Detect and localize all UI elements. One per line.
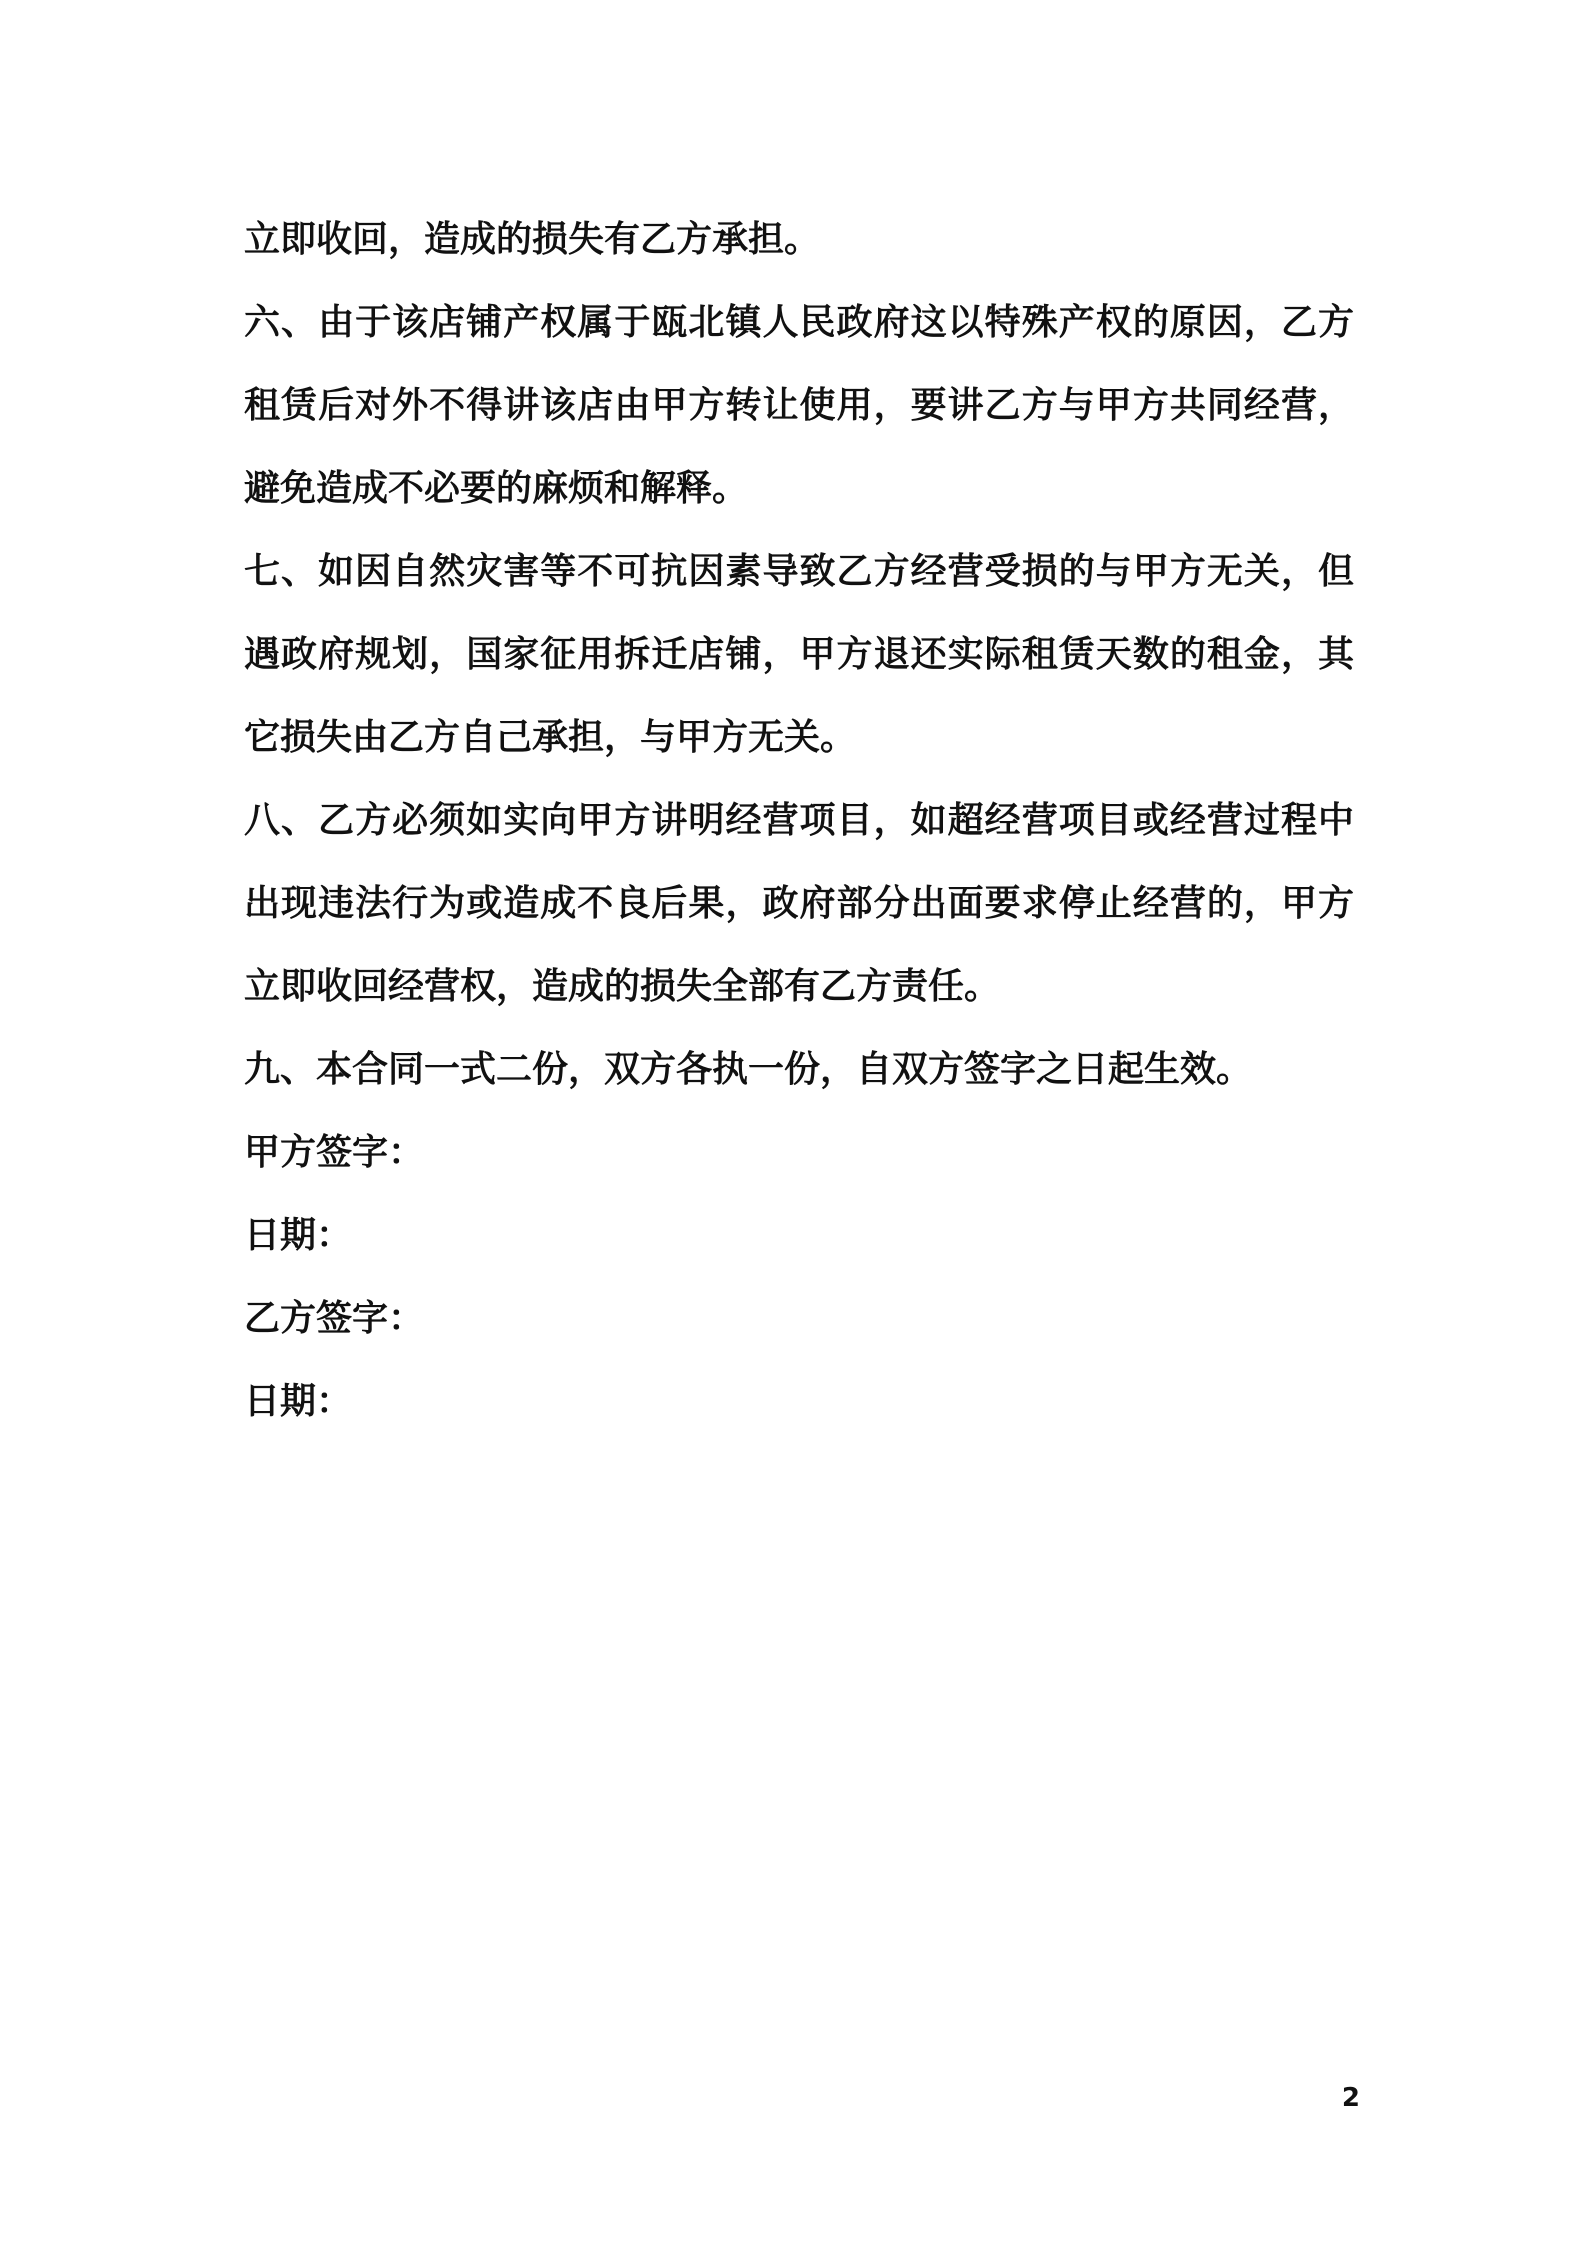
clause-8: 八、乙方必须如实向甲方讲明经营项目，如超经营项目或经营过程中出现违法行为或造成不良后果，政府部分出面要求停止经营的，甲方立即收回经营权，造成的损失全部有乙方责任。 [244,800,1354,1007]
party-b-signature-label: 乙方签字： [244,1298,425,1339]
clause-9: 九、本合同一式二份，双方各执一份，自双方签字之日起生效。 [244,1049,1253,1090]
party-a-date-label: 日期： [244,1215,353,1256]
clause-7: 七、如因自然灾害等不可抗因素导致乙方经营受损的与甲方无关，但遇政府规划，国家征用拆迁店铺，甲方退还实际租赁天数的租金，其它损失由乙方自己承担，与甲方无关。 [244,551,1354,758]
party-b-date-label: 日期： [244,1381,353,1422]
party-a-signature-label: 甲方签字： [244,1132,425,1173]
page-number: 2 [1341,2083,1360,2113]
document-body [244,198,1354,1443]
paragraph-continuation: 立即收回，造成的损失有乙方承担。 [244,219,821,260]
clause-6: 六、由于该店铺产权属于瓯北镇人民政府这以特殊产权的原因，乙方租赁后对外不得讲该店由甲方转让使用，要讲乙方与甲方共同经营，避免造成不必要的麻烦和解释。 [244,302,1354,509]
